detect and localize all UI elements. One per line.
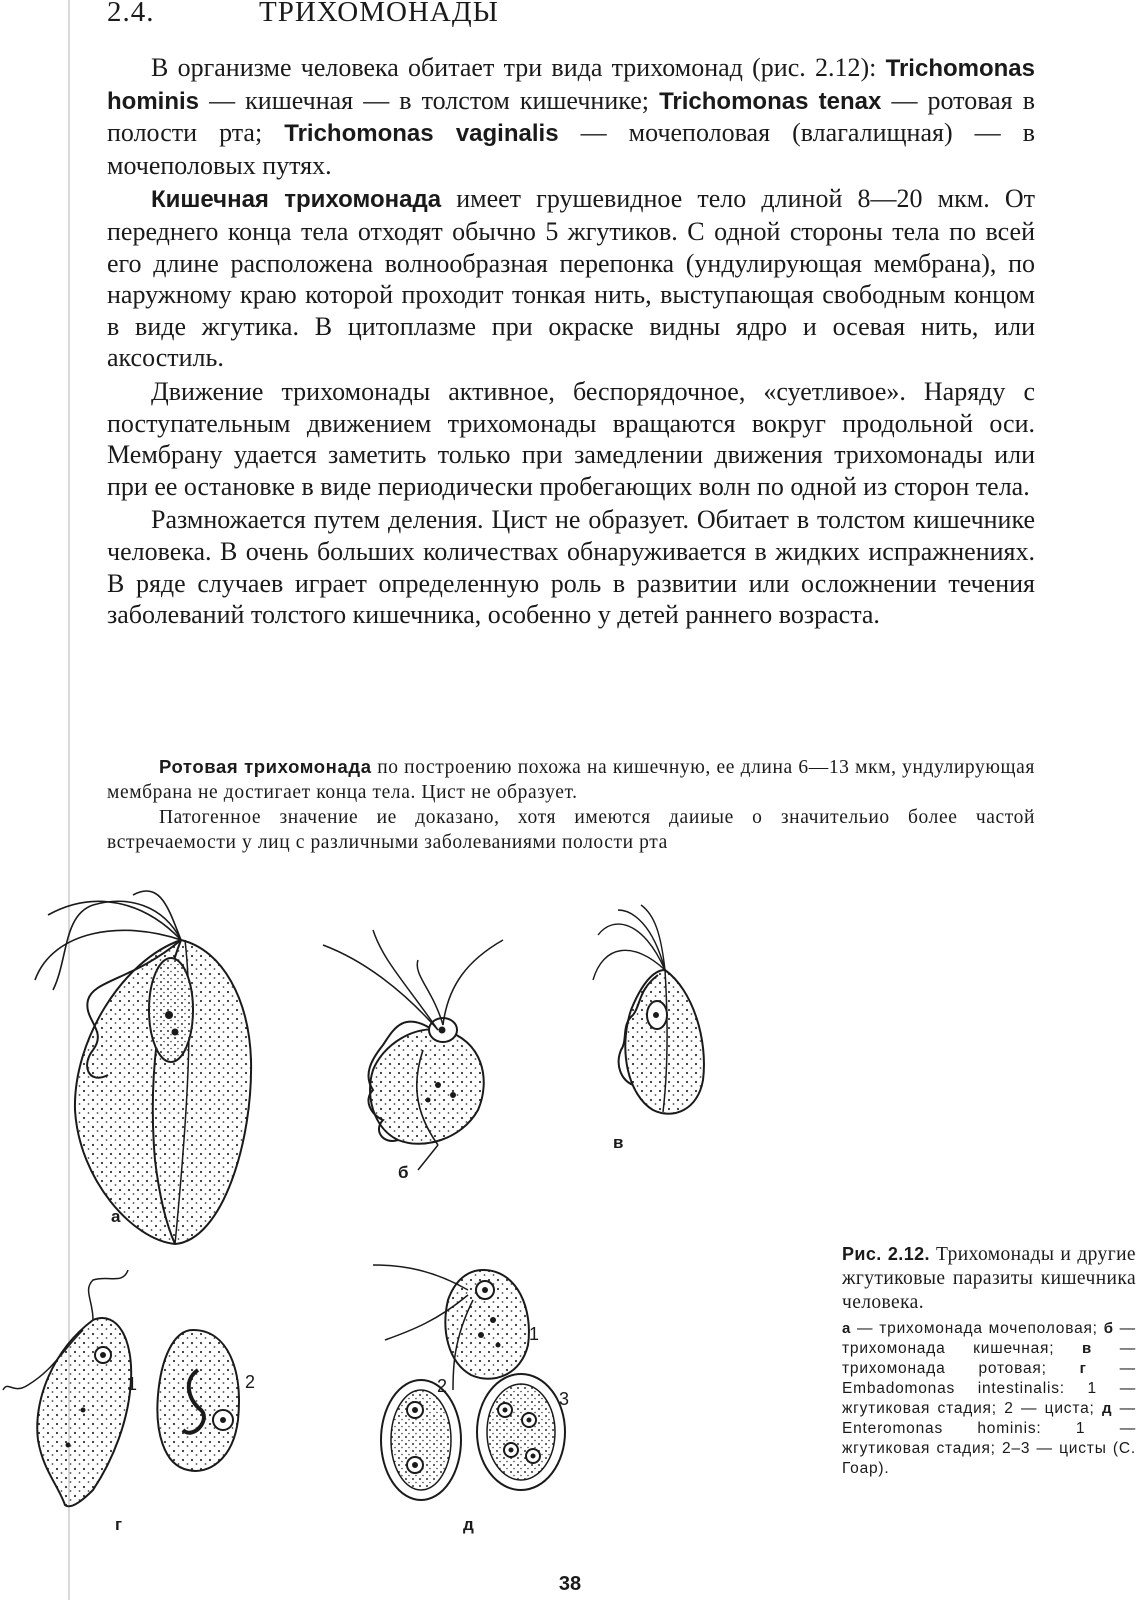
p2-text: имеет грушевидное тело длиной 8—20 мкм. От переднего конца тела отходят обычно 5 жгутиков. С одной стороны тела по всей его длине расположена волнообразная перепонка (ундулирующая мембрана), по наружному краю которой проходит тонкая нить, выступающая свободным концом в виде жгутика. В цитоплазме при окраске видны ядро и осевая нить, или аксостиль. <box>107 184 1035 373</box>
label-b: б <box>398 1163 409 1182</box>
section-number: 2.4. <box>107 0 155 28</box>
p1-text-1: В организме человека обитает три вида трихомонад (рис. 2.12): <box>151 53 886 82</box>
caption-key-a: а <box>842 1320 852 1337</box>
small-text-1: по построению похожа на кишечную, ее длина 6—13 мкм, ундулирующая мембрана не достигает конца тела. Цист не образует. <box>107 757 1035 803</box>
figure-a-trichomonas-vaginalis <box>35 891 251 1244</box>
figure-g-embadomonas <box>3 1270 239 1506</box>
p2-term: Кишечная трихомонада <box>151 186 442 214</box>
small-term: Ротовая трихомонада <box>159 756 372 777</box>
caption-key-v: в <box>1081 1340 1093 1357</box>
caption-title-text: Трихомонады и другие жгутиковые паразиты кишечника человека. <box>842 1244 1136 1313</box>
figure-b-trichomonas-hominis <box>323 930 503 1170</box>
caption-item-g: — Embadomonas intestinalis: 1 — жгутиковая стадия; 2 — циста; <box>842 1360 1136 1417</box>
paragraph-4: Размножается путем деления. Цист не образует. Обитает в толстом кишечнике человека. В очень больших количествах обнаруживается в жидких испражнениях. В ряде случаев играет определенную роль в развитии или осложнении течения заболеваний толстого кишечника, особенно у детей раннего возраста. <box>107 505 1035 630</box>
p1-text-4: — мочеполовая (влагалищная) — в мочеполовых путях. <box>107 118 1036 180</box>
figure-d-enteromonas <box>373 1265 565 1500</box>
label-d3: 3 <box>559 1389 570 1409</box>
species-vaginalis: Trichomonas vaginalis <box>284 120 559 148</box>
label-g2: 2 <box>245 1372 256 1392</box>
caption-item-a: — трихомонада мочеполовая; <box>851 1320 1104 1337</box>
label-g: г <box>115 1515 123 1534</box>
caption-key-g: г <box>1079 1360 1087 1377</box>
figure-v-trichomonas-tenax <box>593 905 704 1114</box>
caption-item-v: — трихомонада ротовая; <box>842 1340 1136 1377</box>
caption-key-b: б <box>1103 1320 1114 1337</box>
label-d2: 2 <box>437 1376 448 1396</box>
label-g1: 1 <box>127 1374 138 1394</box>
p1-text-3: — ротовая в полости рта; <box>107 85 1035 148</box>
caption-figure-number: Рис. 2.12. <box>842 1244 930 1264</box>
species-tenax: Trichomonas tenax <box>659 87 882 115</box>
small-paragraph-2: Патогенное значение ие доказано, хотя имеются даииые о значительио более частой встречаемости у лиц с различными заболеваниями полости рта <box>107 807 1035 853</box>
paragraph-3: Движение трихомонады активное, беспорядочное, «суетливое». Наряду с поступательным движением трихомонады вращаются вокруг продольной оси. Мембрану удается заметить только при замедлении движения трихомонады или при ее остановке в виде периодически пробегающих волн по одной из сторон тела. <box>107 376 1035 501</box>
label-a: а <box>111 1207 121 1226</box>
label-v: в <box>613 1133 624 1152</box>
page-number: 38 <box>558 1573 582 1595</box>
p1-text-2: — кишечная — в толстом кишечнике; <box>199 85 660 115</box>
caption-item-d: — Enteromonas hominis: 1 — жгутиковая стадия; 2–3 — цисты (С. Гоар). <box>842 1400 1136 1477</box>
label-d: д <box>463 1515 474 1534</box>
species-hominis: Trichomonas hominis <box>107 55 1035 115</box>
label-d1: 1 <box>529 1324 540 1344</box>
section-title: ТРИХОМОНАДЫ <box>259 0 499 28</box>
caption-item-b: — трихомонада кишечная; <box>842 1320 1136 1357</box>
caption-key-d: д <box>1101 1400 1113 1417</box>
